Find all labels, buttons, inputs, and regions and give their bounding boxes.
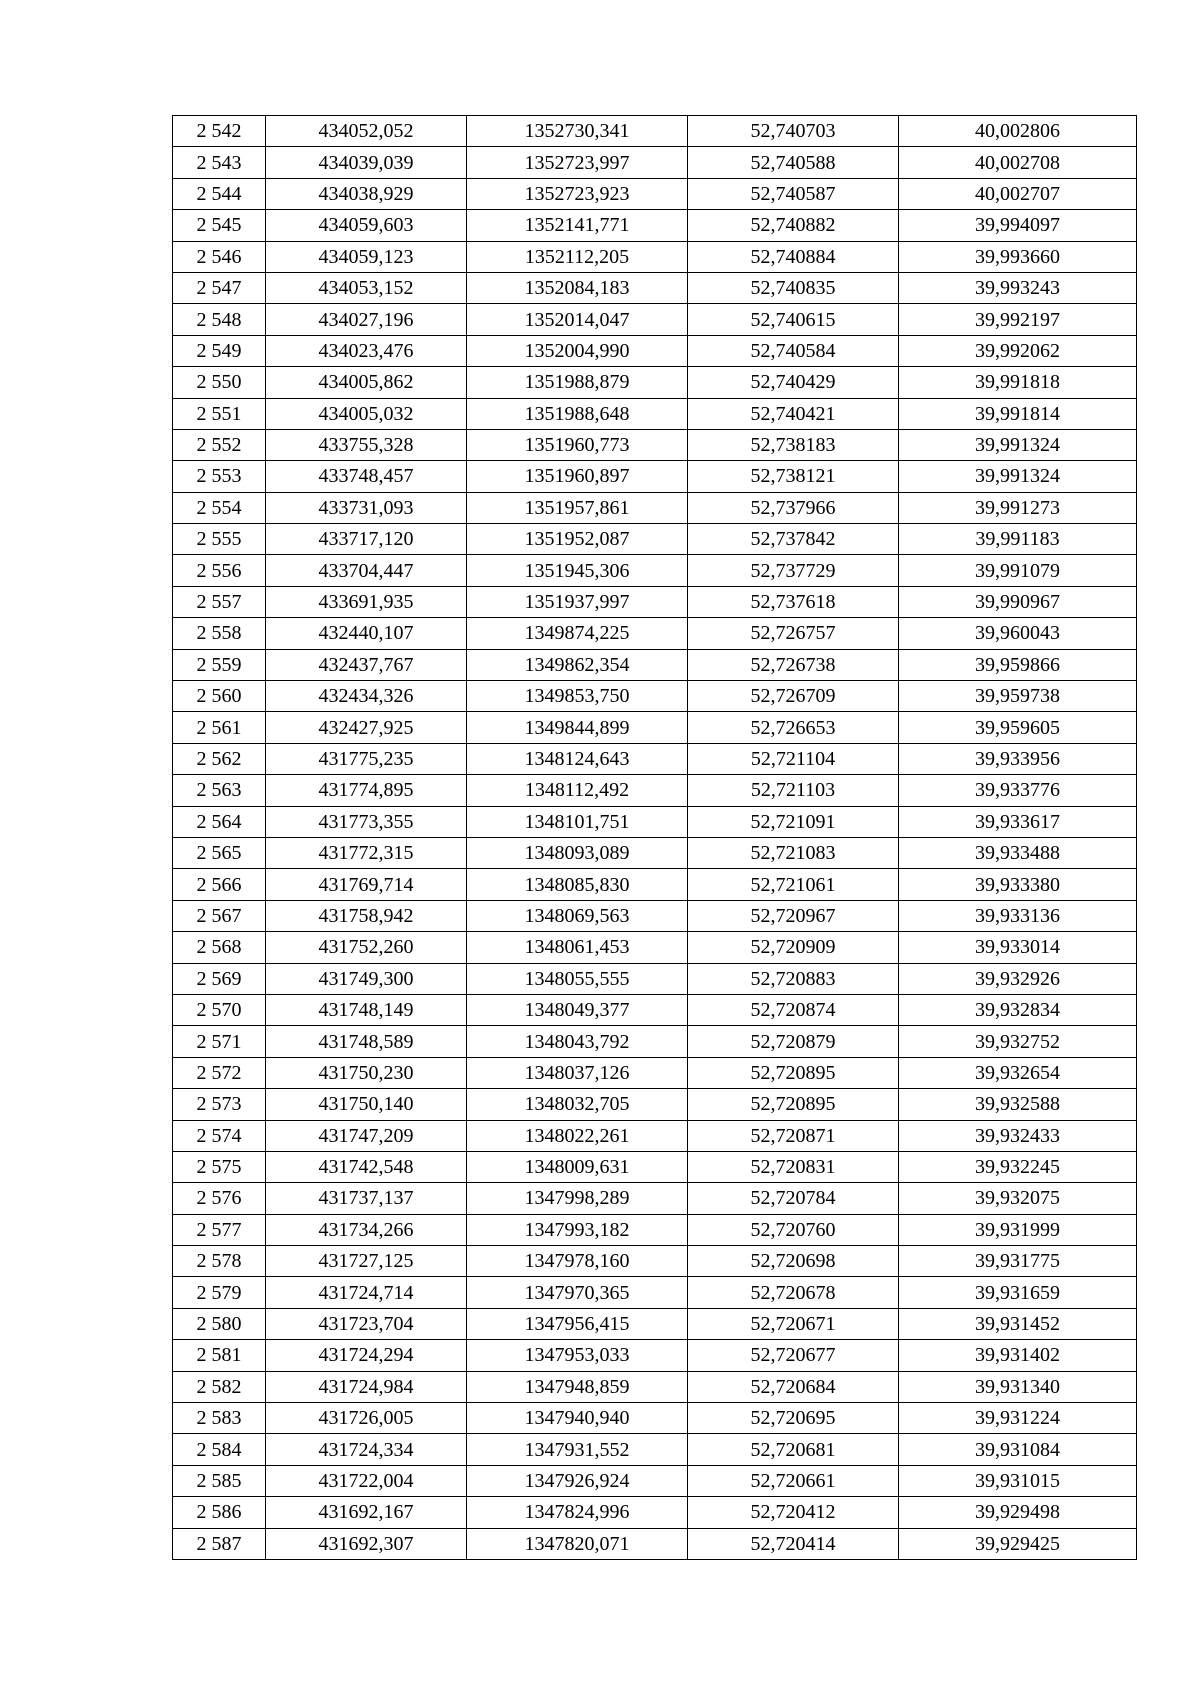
latitude-cell: 52,737729 <box>688 555 899 586</box>
table-row <box>173 1340 1137 1371</box>
table-row <box>173 1183 1137 1214</box>
y-coordinate-cell: 1351937,997 <box>467 586 688 617</box>
table-row <box>173 1089 1137 1120</box>
longitude-cell: 39,931659 <box>899 1277 1137 1308</box>
table-row <box>173 116 1137 147</box>
y-coordinate-cell: 1352004,990 <box>467 335 688 366</box>
point-number-cell: 2 559 <box>173 649 266 680</box>
y-coordinate-cell: 1352112,205 <box>467 241 688 272</box>
longitude-cell: 39,933776 <box>899 775 1137 806</box>
latitude-cell: 52,738121 <box>688 461 899 492</box>
point-number-cell: 2 575 <box>173 1151 266 1182</box>
latitude-cell: 52,720883 <box>688 963 899 994</box>
point-number-cell: 2 567 <box>173 900 266 931</box>
y-coordinate-cell: 1348022,261 <box>467 1120 688 1151</box>
point-number-cell: 2 556 <box>173 555 266 586</box>
latitude-cell: 52,721103 <box>688 775 899 806</box>
table-row <box>173 900 1137 931</box>
longitude-cell: 39,991324 <box>899 461 1137 492</box>
longitude-cell: 39,993660 <box>899 241 1137 272</box>
x-coordinate-cell: 431726,005 <box>266 1403 467 1434</box>
coordinates-table <box>172 115 1137 1560</box>
x-coordinate-cell: 431775,235 <box>266 743 467 774</box>
longitude-cell: 39,991079 <box>899 555 1137 586</box>
y-coordinate-cell: 1349862,354 <box>467 649 688 680</box>
x-coordinate-cell: 431748,589 <box>266 1026 467 1057</box>
latitude-cell: 52,720677 <box>688 1340 899 1371</box>
table-row <box>173 869 1137 900</box>
table-row <box>173 429 1137 460</box>
y-coordinate-cell: 1347978,160 <box>467 1246 688 1277</box>
y-coordinate-cell: 1347931,552 <box>467 1434 688 1465</box>
table-row <box>173 1151 1137 1182</box>
table-row <box>173 806 1137 837</box>
table-row <box>173 555 1137 586</box>
latitude-cell: 52,740587 <box>688 178 899 209</box>
x-coordinate-cell: 431724,294 <box>266 1340 467 1371</box>
latitude-cell: 52,740703 <box>688 116 899 147</box>
table-row <box>173 649 1137 680</box>
table-row <box>173 210 1137 241</box>
latitude-cell: 52,726738 <box>688 649 899 680</box>
point-number-cell: 2 587 <box>173 1528 266 1559</box>
x-coordinate-cell: 434059,123 <box>266 241 467 272</box>
point-number-cell: 2 543 <box>173 147 266 178</box>
latitude-cell: 52,721104 <box>688 743 899 774</box>
x-coordinate-cell: 431692,167 <box>266 1497 467 1528</box>
y-coordinate-cell: 1347820,071 <box>467 1528 688 1559</box>
longitude-cell: 39,993243 <box>899 272 1137 303</box>
x-coordinate-cell: 433755,328 <box>266 429 467 460</box>
table-row <box>173 241 1137 272</box>
x-coordinate-cell: 431722,004 <box>266 1465 467 1496</box>
point-number-cell: 2 565 <box>173 837 266 868</box>
latitude-cell: 52,720909 <box>688 932 899 963</box>
y-coordinate-cell: 1348009,631 <box>467 1151 688 1182</box>
x-coordinate-cell: 431727,125 <box>266 1246 467 1277</box>
longitude-cell: 39,931340 <box>899 1371 1137 1402</box>
longitude-cell: 39,991324 <box>899 429 1137 460</box>
point-number-cell: 2 570 <box>173 994 266 1025</box>
longitude-cell: 39,994097 <box>899 210 1137 241</box>
point-number-cell: 2 561 <box>173 712 266 743</box>
latitude-cell: 52,740615 <box>688 304 899 335</box>
latitude-cell: 52,720831 <box>688 1151 899 1182</box>
table-row <box>173 994 1137 1025</box>
point-number-cell: 2 552 <box>173 429 266 460</box>
x-coordinate-cell: 431773,355 <box>266 806 467 837</box>
longitude-cell: 39,932926 <box>899 963 1137 994</box>
x-coordinate-cell: 431737,137 <box>266 1183 467 1214</box>
coordinates-table-body <box>173 116 1137 1560</box>
x-coordinate-cell: 431734,266 <box>266 1214 467 1245</box>
longitude-cell: 39,933136 <box>899 900 1137 931</box>
latitude-cell: 52,720879 <box>688 1026 899 1057</box>
longitude-cell: 39,959866 <box>899 649 1137 680</box>
table-row <box>173 335 1137 366</box>
longitude-cell: 39,932834 <box>899 994 1137 1025</box>
point-number-cell: 2 558 <box>173 618 266 649</box>
x-coordinate-cell: 431742,548 <box>266 1151 467 1182</box>
point-number-cell: 2 555 <box>173 524 266 555</box>
y-coordinate-cell: 1347953,033 <box>467 1340 688 1371</box>
table-row <box>173 837 1137 868</box>
longitude-cell: 39,959605 <box>899 712 1137 743</box>
latitude-cell: 52,720760 <box>688 1214 899 1245</box>
table-row <box>173 1277 1137 1308</box>
x-coordinate-cell: 431749,300 <box>266 963 467 994</box>
y-coordinate-cell: 1347956,415 <box>467 1308 688 1339</box>
point-number-cell: 2 551 <box>173 398 266 429</box>
point-number-cell: 2 568 <box>173 932 266 963</box>
table-row <box>173 1497 1137 1528</box>
table-row <box>173 1026 1137 1057</box>
table-row <box>173 1434 1137 1465</box>
x-coordinate-cell: 431724,714 <box>266 1277 467 1308</box>
x-coordinate-cell: 431748,149 <box>266 994 467 1025</box>
latitude-cell: 52,740588 <box>688 147 899 178</box>
point-number-cell: 2 550 <box>173 367 266 398</box>
y-coordinate-cell: 1351952,087 <box>467 524 688 555</box>
table-row <box>173 147 1137 178</box>
x-coordinate-cell: 434052,052 <box>266 116 467 147</box>
point-number-cell: 2 583 <box>173 1403 266 1434</box>
longitude-cell: 39,991183 <box>899 524 1137 555</box>
longitude-cell: 39,931015 <box>899 1465 1137 1496</box>
latitude-cell: 52,720895 <box>688 1089 899 1120</box>
table-row <box>173 618 1137 649</box>
latitude-cell: 52,720671 <box>688 1308 899 1339</box>
longitude-cell: 40,002708 <box>899 147 1137 178</box>
longitude-cell: 39,933014 <box>899 932 1137 963</box>
point-number-cell: 2 560 <box>173 681 266 712</box>
longitude-cell: 39,959738 <box>899 681 1137 712</box>
table-row <box>173 1308 1137 1339</box>
x-coordinate-cell: 431752,260 <box>266 932 467 963</box>
x-coordinate-cell: 434005,862 <box>266 367 467 398</box>
x-coordinate-cell: 432427,925 <box>266 712 467 743</box>
point-number-cell: 2 569 <box>173 963 266 994</box>
point-number-cell: 2 549 <box>173 335 266 366</box>
point-number-cell: 2 563 <box>173 775 266 806</box>
longitude-cell: 39,931224 <box>899 1403 1137 1434</box>
latitude-cell: 52,720412 <box>688 1497 899 1528</box>
x-coordinate-cell: 431750,230 <box>266 1057 467 1088</box>
table-row <box>173 367 1137 398</box>
point-number-cell: 2 542 <box>173 116 266 147</box>
table-row <box>173 1057 1137 1088</box>
latitude-cell: 52,737618 <box>688 586 899 617</box>
longitude-cell: 39,932654 <box>899 1057 1137 1088</box>
x-coordinate-cell: 431724,984 <box>266 1371 467 1402</box>
point-number-cell: 2 581 <box>173 1340 266 1371</box>
y-coordinate-cell: 1348055,555 <box>467 963 688 994</box>
longitude-cell: 39,931452 <box>899 1308 1137 1339</box>
longitude-cell: 39,990967 <box>899 586 1137 617</box>
longitude-cell: 39,932245 <box>899 1151 1137 1182</box>
x-coordinate-cell: 433691,935 <box>266 586 467 617</box>
point-number-cell: 2 577 <box>173 1214 266 1245</box>
longitude-cell: 39,929425 <box>899 1528 1137 1559</box>
x-coordinate-cell: 431724,334 <box>266 1434 467 1465</box>
latitude-cell: 52,726653 <box>688 712 899 743</box>
point-number-cell: 2 573 <box>173 1089 266 1120</box>
x-coordinate-cell: 431692,307 <box>266 1528 467 1559</box>
y-coordinate-cell: 1348069,563 <box>467 900 688 931</box>
point-number-cell: 2 584 <box>173 1434 266 1465</box>
latitude-cell: 52,740884 <box>688 241 899 272</box>
point-number-cell: 2 571 <box>173 1026 266 1057</box>
table-row <box>173 743 1137 774</box>
point-number-cell: 2 547 <box>173 272 266 303</box>
latitude-cell: 52,720871 <box>688 1120 899 1151</box>
y-coordinate-cell: 1351988,648 <box>467 398 688 429</box>
latitude-cell: 52,740584 <box>688 335 899 366</box>
longitude-cell: 39,932752 <box>899 1026 1137 1057</box>
x-coordinate-cell: 434023,476 <box>266 335 467 366</box>
table-row <box>173 775 1137 806</box>
latitude-cell: 52,720967 <box>688 900 899 931</box>
y-coordinate-cell: 1351945,306 <box>467 555 688 586</box>
y-coordinate-cell: 1348049,377 <box>467 994 688 1025</box>
latitude-cell: 52,720695 <box>688 1403 899 1434</box>
point-number-cell: 2 557 <box>173 586 266 617</box>
point-number-cell: 2 582 <box>173 1371 266 1402</box>
latitude-cell: 52,720661 <box>688 1465 899 1496</box>
point-number-cell: 2 562 <box>173 743 266 774</box>
point-number-cell: 2 566 <box>173 869 266 900</box>
y-coordinate-cell: 1348061,453 <box>467 932 688 963</box>
x-coordinate-cell: 433704,447 <box>266 555 467 586</box>
latitude-cell: 52,721061 <box>688 869 899 900</box>
table-row <box>173 681 1137 712</box>
point-number-cell: 2 564 <box>173 806 266 837</box>
y-coordinate-cell: 1352730,341 <box>467 116 688 147</box>
y-coordinate-cell: 1347970,365 <box>467 1277 688 1308</box>
point-number-cell: 2 576 <box>173 1183 266 1214</box>
y-coordinate-cell: 1347940,940 <box>467 1403 688 1434</box>
table-row <box>173 178 1137 209</box>
longitude-cell: 39,992197 <box>899 304 1137 335</box>
x-coordinate-cell: 431774,895 <box>266 775 467 806</box>
table-row <box>173 398 1137 429</box>
latitude-cell: 52,720414 <box>688 1528 899 1559</box>
y-coordinate-cell: 1347926,924 <box>467 1465 688 1496</box>
point-number-cell: 2 545 <box>173 210 266 241</box>
latitude-cell: 52,740429 <box>688 367 899 398</box>
x-coordinate-cell: 433748,457 <box>266 461 467 492</box>
latitude-cell: 52,721091 <box>688 806 899 837</box>
longitude-cell: 39,933617 <box>899 806 1137 837</box>
longitude-cell: 39,932075 <box>899 1183 1137 1214</box>
table-row <box>173 586 1137 617</box>
table-row <box>173 963 1137 994</box>
point-number-cell: 2 553 <box>173 461 266 492</box>
longitude-cell: 39,991818 <box>899 367 1137 398</box>
y-coordinate-cell: 1348032,705 <box>467 1089 688 1120</box>
longitude-cell: 39,991814 <box>899 398 1137 429</box>
latitude-cell: 52,721083 <box>688 837 899 868</box>
y-coordinate-cell: 1352141,771 <box>467 210 688 241</box>
x-coordinate-cell: 431747,209 <box>266 1120 467 1151</box>
latitude-cell: 52,720684 <box>688 1371 899 1402</box>
latitude-cell: 52,726757 <box>688 618 899 649</box>
y-coordinate-cell: 1347948,859 <box>467 1371 688 1402</box>
x-coordinate-cell: 431723,704 <box>266 1308 467 1339</box>
longitude-cell: 39,933956 <box>899 743 1137 774</box>
x-coordinate-cell: 434038,929 <box>266 178 467 209</box>
y-coordinate-cell: 1349874,225 <box>467 618 688 649</box>
y-coordinate-cell: 1352014,047 <box>467 304 688 335</box>
y-coordinate-cell: 1348085,830 <box>467 869 688 900</box>
x-coordinate-cell: 434053,152 <box>266 272 467 303</box>
point-number-cell: 2 579 <box>173 1277 266 1308</box>
x-coordinate-cell: 432440,107 <box>266 618 467 649</box>
y-coordinate-cell: 1348112,492 <box>467 775 688 806</box>
point-number-cell: 2 580 <box>173 1308 266 1339</box>
x-coordinate-cell: 434027,196 <box>266 304 467 335</box>
point-number-cell: 2 548 <box>173 304 266 335</box>
latitude-cell: 52,720681 <box>688 1434 899 1465</box>
x-coordinate-cell: 431769,714 <box>266 869 467 900</box>
y-coordinate-cell: 1351988,879 <box>467 367 688 398</box>
point-number-cell: 2 544 <box>173 178 266 209</box>
point-number-cell: 2 574 <box>173 1120 266 1151</box>
table-row <box>173 304 1137 335</box>
longitude-cell: 39,933380 <box>899 869 1137 900</box>
x-coordinate-cell: 431758,942 <box>266 900 467 931</box>
table-row <box>173 272 1137 303</box>
table-row <box>173 712 1137 743</box>
y-coordinate-cell: 1351960,773 <box>467 429 688 460</box>
longitude-cell: 39,932588 <box>899 1089 1137 1120</box>
y-coordinate-cell: 1347993,182 <box>467 1214 688 1245</box>
table-row <box>173 1120 1137 1151</box>
point-number-cell: 2 585 <box>173 1465 266 1496</box>
table-row <box>173 932 1137 963</box>
longitude-cell: 39,992062 <box>899 335 1137 366</box>
y-coordinate-cell: 1348101,751 <box>467 806 688 837</box>
table-row <box>173 524 1137 555</box>
latitude-cell: 52,720678 <box>688 1277 899 1308</box>
latitude-cell: 52,726709 <box>688 681 899 712</box>
y-coordinate-cell: 1348124,643 <box>467 743 688 774</box>
x-coordinate-cell: 431772,315 <box>266 837 467 868</box>
x-coordinate-cell: 432434,326 <box>266 681 467 712</box>
table-row <box>173 461 1137 492</box>
latitude-cell: 52,720895 <box>688 1057 899 1088</box>
y-coordinate-cell: 1348043,792 <box>467 1026 688 1057</box>
x-coordinate-cell: 434039,039 <box>266 147 467 178</box>
table-row <box>173 1528 1137 1559</box>
table-row <box>173 1371 1137 1402</box>
longitude-cell: 39,991273 <box>899 492 1137 523</box>
longitude-cell: 39,931999 <box>899 1214 1137 1245</box>
latitude-cell: 52,720698 <box>688 1246 899 1277</box>
y-coordinate-cell: 1348037,126 <box>467 1057 688 1088</box>
x-coordinate-cell: 431750,140 <box>266 1089 467 1120</box>
longitude-cell: 40,002707 <box>899 178 1137 209</box>
latitude-cell: 52,720784 <box>688 1183 899 1214</box>
latitude-cell: 52,740882 <box>688 210 899 241</box>
y-coordinate-cell: 1347998,289 <box>467 1183 688 1214</box>
y-coordinate-cell: 1352084,183 <box>467 272 688 303</box>
y-coordinate-cell: 1349853,750 <box>467 681 688 712</box>
latitude-cell: 52,737966 <box>688 492 899 523</box>
x-coordinate-cell: 434059,603 <box>266 210 467 241</box>
latitude-cell: 52,740421 <box>688 398 899 429</box>
table-row <box>173 492 1137 523</box>
point-number-cell: 2 554 <box>173 492 266 523</box>
longitude-cell: 40,002806 <box>899 116 1137 147</box>
table-row <box>173 1246 1137 1277</box>
latitude-cell: 52,737842 <box>688 524 899 555</box>
table-row <box>173 1214 1137 1245</box>
x-coordinate-cell: 434005,032 <box>266 398 467 429</box>
longitude-cell: 39,960043 <box>899 618 1137 649</box>
y-coordinate-cell: 1349844,899 <box>467 712 688 743</box>
point-number-cell: 2 546 <box>173 241 266 272</box>
y-coordinate-cell: 1351960,897 <box>467 461 688 492</box>
point-number-cell: 2 586 <box>173 1497 266 1528</box>
y-coordinate-cell: 1347824,996 <box>467 1497 688 1528</box>
y-coordinate-cell: 1348093,089 <box>467 837 688 868</box>
table-row <box>173 1465 1137 1496</box>
y-coordinate-cell: 1352723,923 <box>467 178 688 209</box>
y-coordinate-cell: 1351957,861 <box>467 492 688 523</box>
longitude-cell: 39,931084 <box>899 1434 1137 1465</box>
table-row <box>173 1403 1137 1434</box>
y-coordinate-cell: 1352723,997 <box>467 147 688 178</box>
point-number-cell: 2 578 <box>173 1246 266 1277</box>
longitude-cell: 39,931402 <box>899 1340 1137 1371</box>
latitude-cell: 52,738183 <box>688 429 899 460</box>
x-coordinate-cell: 432437,767 <box>266 649 467 680</box>
longitude-cell: 39,929498 <box>899 1497 1137 1528</box>
longitude-cell: 39,931775 <box>899 1246 1137 1277</box>
latitude-cell: 52,740835 <box>688 272 899 303</box>
longitude-cell: 39,932433 <box>899 1120 1137 1151</box>
longitude-cell: 39,933488 <box>899 837 1137 868</box>
point-number-cell: 2 572 <box>173 1057 266 1088</box>
latitude-cell: 52,720874 <box>688 994 899 1025</box>
x-coordinate-cell: 433717,120 <box>266 524 467 555</box>
x-coordinate-cell: 433731,093 <box>266 492 467 523</box>
